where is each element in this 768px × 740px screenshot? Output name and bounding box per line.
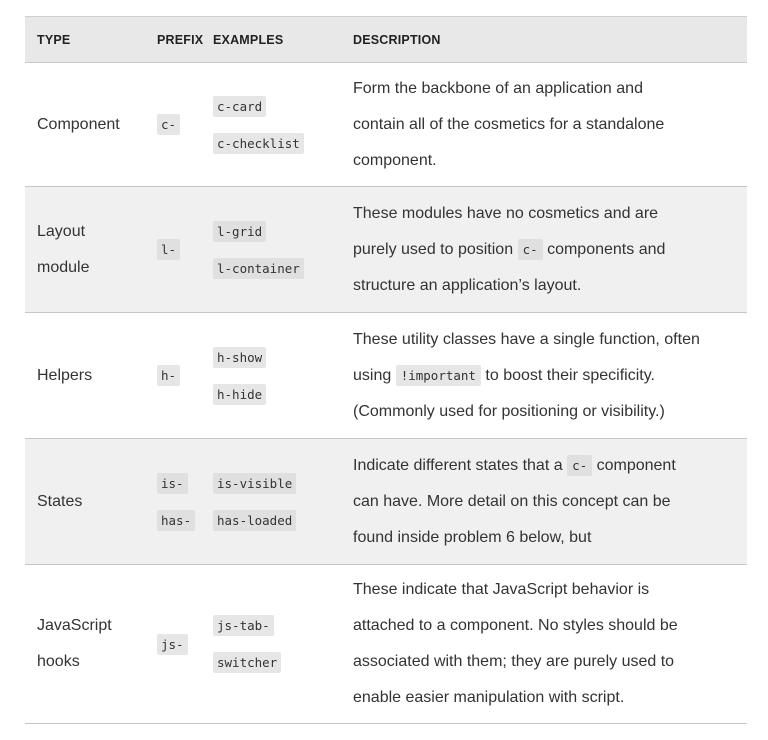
examples-cell: [213, 63, 341, 187]
example-code: switcher: [213, 652, 281, 673]
inline-code: !important: [396, 365, 481, 386]
prefix-code: l-: [157, 239, 180, 260]
table-row: [25, 63, 747, 187]
type-cell: [25, 439, 147, 565]
type-cell: [25, 187, 147, 313]
description-text: purely used to position: [353, 240, 514, 258]
description-line: attached to a component. No styles should be: [353, 617, 678, 634]
description-line: These modules have no cosmetics and are: [353, 204, 659, 222]
example-code: l-grid: [213, 221, 266, 242]
description-text: component: [596, 456, 676, 474]
description-cell: [341, 565, 747, 724]
example-code: js-tab-: [213, 615, 274, 636]
description-line: associated with them; they are purely used to: [353, 653, 675, 670]
description-line: [353, 358, 737, 394]
examples-cell: [213, 565, 341, 724]
description-line: Form the backbone of an application and: [353, 79, 643, 97]
description-line: found inside problem 6 below, but: [353, 528, 592, 546]
description-line: [353, 448, 737, 484]
type-label: hooks: [37, 653, 80, 670]
type-label: Component: [37, 115, 120, 133]
header-examples: EXAMPLES: [213, 32, 284, 47]
description-text: to boost their specificity.: [485, 366, 655, 384]
table-row: [25, 313, 747, 439]
example-code: is-visible: [213, 473, 296, 494]
prefix-code: js-: [157, 634, 188, 655]
header-row: [25, 17, 747, 63]
prefix-cell: [147, 63, 213, 187]
description-line: contain all of the cosmetics for a standalone: [353, 115, 665, 133]
examples-cell: [213, 313, 341, 439]
prefix-cell: [147, 187, 213, 313]
prefix-code: is-: [157, 473, 188, 494]
type-cell: [25, 565, 147, 724]
example-code: h-show: [213, 347, 266, 368]
table-row: [25, 439, 747, 565]
prefix-code: h-: [157, 365, 180, 386]
header-description: DESCRIPTION: [353, 32, 441, 47]
description-text: components and: [547, 240, 666, 258]
naming-convention-table: [25, 16, 747, 724]
type-label: Helpers: [37, 366, 93, 384]
description-cell: [341, 63, 747, 187]
example-code: h-hide: [213, 384, 266, 405]
table-row: [25, 565, 747, 724]
prefix-code: c-: [157, 114, 180, 135]
example-code: c-card: [213, 96, 266, 117]
description-cell: [341, 439, 747, 565]
description-text: Indicate different states that a: [353, 456, 563, 474]
example-code: l-container: [213, 258, 304, 279]
inline-code: c-: [567, 455, 592, 476]
type-cell: [25, 313, 147, 439]
table-header: [25, 17, 747, 63]
type-cell: [25, 63, 147, 187]
table-row: [25, 187, 747, 313]
header-prefix: PREFIX: [157, 32, 204, 47]
inline-code: c-: [518, 239, 543, 260]
description-line: can have. More detail on this concept can be: [353, 492, 671, 510]
example-code: c-checklist: [213, 133, 304, 154]
description-line: (Commonly used for positioning or visibility.): [353, 402, 665, 420]
description-cell: [341, 313, 747, 439]
description-line: [353, 232, 737, 268]
prefix-code: has-: [157, 510, 195, 531]
example-code: has-loaded: [213, 510, 296, 531]
description-line: These indicate that JavaScript behavior is: [353, 581, 650, 598]
description-text: using: [353, 366, 392, 384]
examples-cell: [213, 439, 341, 565]
type-label: JavaScript: [37, 617, 112, 634]
type-label: Layout: [37, 222, 86, 240]
description-line: component.: [353, 151, 437, 169]
header-type: TYPE: [37, 32, 71, 47]
examples-cell: [213, 187, 341, 313]
description-line: enable easier manipulation with script.: [353, 689, 625, 706]
prefix-cell: [147, 439, 213, 565]
type-label: States: [37, 492, 83, 510]
prefix-cell: [147, 313, 213, 439]
description-line: These utility classes have a single function, often: [353, 330, 700, 348]
prefix-cell: [147, 565, 213, 724]
description-cell: [341, 187, 747, 313]
type-label: module: [37, 258, 90, 276]
description-line: structure an application’s layout.: [353, 276, 582, 294]
